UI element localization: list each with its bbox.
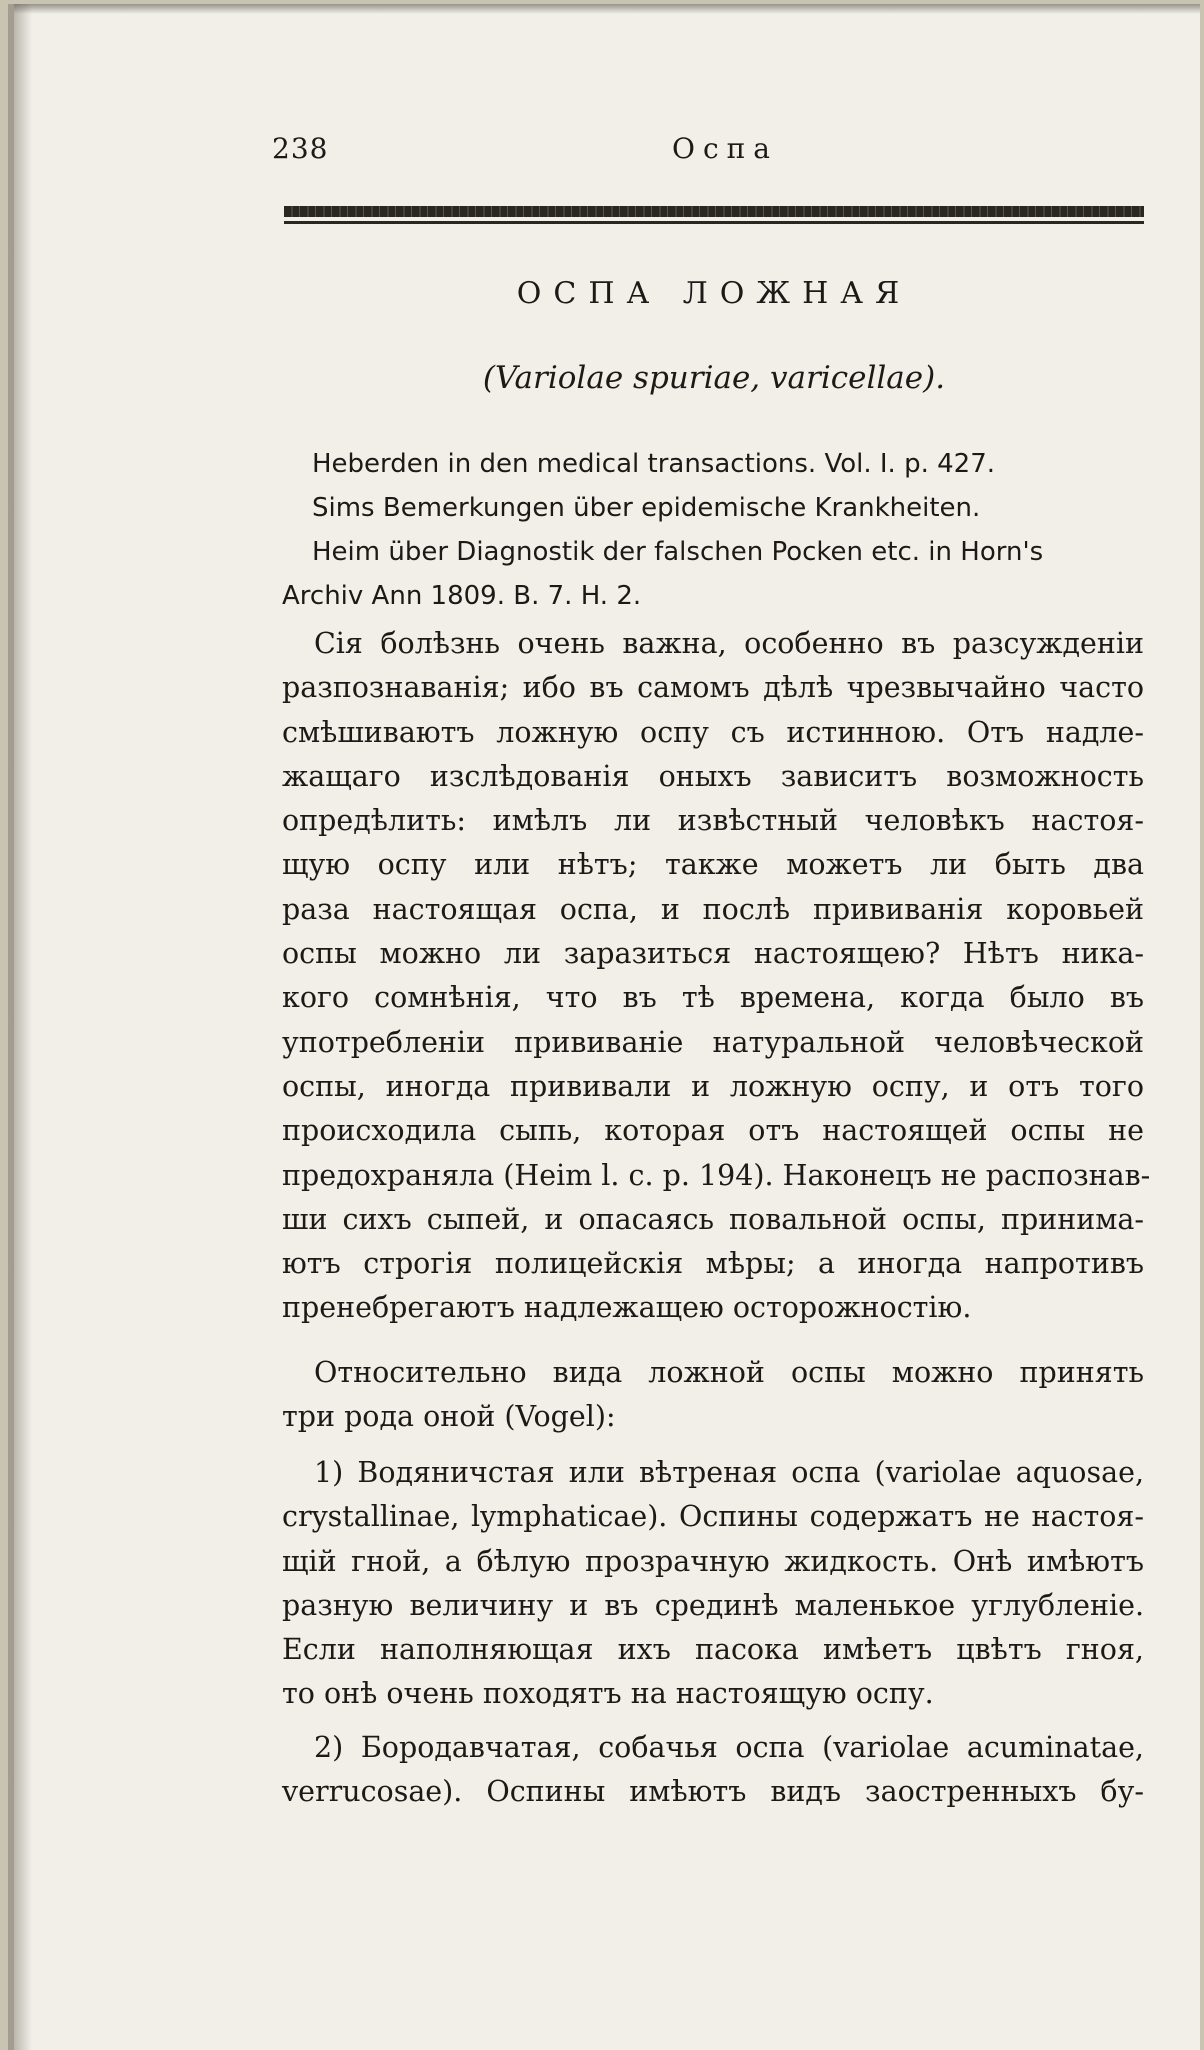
text-line: щій гной, а бѣлую прозрачную жидкость. Онѣ имѣютъ	[282, 1544, 1144, 1578]
text-line: ши сихъ сыпей, и опасаясь повальной оспы, принима-	[282, 1202, 1144, 1236]
header-rule	[284, 206, 1144, 228]
page-top-shadow	[14, 4, 1200, 14]
reference-line: Heberden in den medical transactions. Vol. I. p. 427.	[312, 449, 995, 479]
text-line: опредѣлить: имѣлъ ли извѣстный человѣкъ настоя-	[282, 804, 1144, 838]
text-line: раза настоящая оспа, и послѣ прививанія коровьей	[282, 892, 1144, 926]
text-line: 2) Бородавчатая, собачья оспа (variolae acuminatae,	[314, 1731, 1144, 1764]
header-rule-thick	[284, 206, 1144, 217]
header-rule-thin	[284, 221, 1144, 224]
text-line: пренебрегаютъ надлежащею осторожностію.	[282, 1291, 972, 1325]
text-line: Сія болѣзнь очень важна, особенно въ разсужденіи	[314, 627, 1144, 660]
text-line: оспы можно ли заразиться настоящею? Нѣтъ ника-	[282, 937, 1144, 971]
text-line: Если наполняющая ихъ пасока имѣетъ цвѣтъ гноя,	[282, 1633, 1144, 1667]
text-line: смѣшиваютъ ложную оспу съ истинною. Отъ надле-	[282, 715, 1144, 749]
paragraph-3	[282, 1451, 1144, 1717]
text-line: происходила сыпь, которая отъ настоящей оспы не	[282, 1114, 1144, 1148]
paragraph-4	[282, 1726, 1144, 1815]
paragraph-1	[282, 622, 1151, 1331]
chapter-title: ОСПА ЛОЖНАЯ	[516, 276, 912, 311]
page-number: 238	[272, 132, 329, 165]
text-line: ютъ строгія полицейскія мѣры; а иногда напротивъ	[282, 1247, 1144, 1281]
text-line: кого сомнѣнія, что въ тѣ времена, когда было въ	[282, 981, 1144, 1015]
paragraph-2	[282, 1351, 1144, 1440]
reference-line: Heim über Diagnostik der falschen Pocken etc. in Horn's	[312, 537, 1044, 567]
running-head: Оспа	[672, 132, 778, 165]
text-line: crystallinae, lymphaticae). Оспины содержатъ не настоя-	[282, 1500, 1144, 1534]
chapter-subtitle: (Variolae spuriae, varicellae).	[482, 360, 946, 396]
reference-line: Sims Bemerkungen über epidemische Krankheiten.	[312, 493, 981, 523]
text-line: 1) Водяничстая или вѣтреная оспа (variolae aquosae,	[314, 1456, 1144, 1489]
text-line: три рода оной (Vogel):	[282, 1400, 616, 1434]
reference-line: Archiv Ann 1809. B. 7. H. 2.	[282, 581, 642, 611]
page-header	[272, 132, 1142, 172]
text-line: разную величину и въ срединѣ маленькое углубленіе.	[282, 1588, 1144, 1622]
text-line: щую оспу или нѣтъ; также можетъ ли быть два	[282, 848, 1144, 882]
text-line: разпознаванія; ибо въ самомъ дѣлѣ чрезвычайно часто	[282, 671, 1144, 705]
book-page	[8, 4, 1200, 2050]
text-line: то онѣ очень походятъ на настоящую оспу.	[282, 1677, 934, 1711]
page-binding-shadow	[14, 4, 32, 2050]
text-line: оспы, иногда прививали и ложную оспу, и отъ того	[282, 1069, 1144, 1103]
references	[282, 442, 1144, 618]
text-line: verrucosae). Оспины имѣютъ видъ заостренныхъ бу-	[282, 1775, 1144, 1809]
text-line: употребленіи прививаніе натуральной человѣческой	[282, 1025, 1144, 1059]
text-line: предохраняла (Heim l. c. p. 194). Наконецъ не распознав-	[282, 1158, 1151, 1192]
text-line: жащаго изслѣдованія оныхъ зависитъ возможность	[282, 759, 1144, 793]
text-line: Относительно вида ложной оспы можно принять	[314, 1356, 1144, 1389]
